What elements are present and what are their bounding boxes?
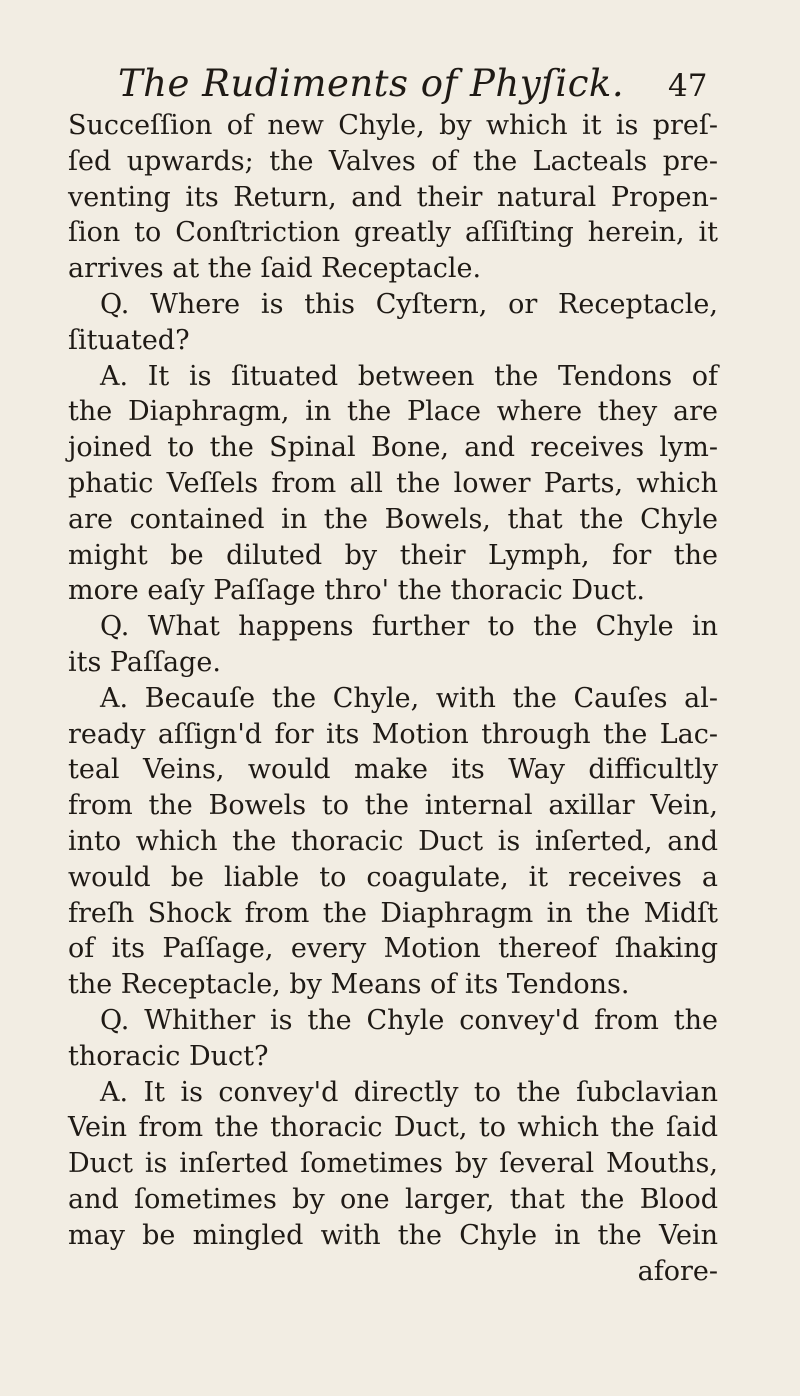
- text-line: the Receptacle, by Means of its Tendons.: [68, 969, 630, 1001]
- text-line: A. It is ſituated between the Tendons of: [100, 360, 718, 392]
- text-line: A. It is convey'd directly to the ſubclavian: [100, 1076, 718, 1108]
- text-line: of its Paſſage, every Motion thereof ſhaking: [68, 933, 718, 965]
- text-line: may be mingled with the Chyle in the Vein: [68, 1219, 718, 1251]
- text-line: ready aſſign'd for its Motion through the Lac-: [68, 718, 718, 750]
- text-line: Succeſſion of new Chyle, by which it is preſ-: [68, 110, 718, 141]
- text-line: venting its Return, and their natural Propen-: [68, 181, 718, 213]
- text-line: thoracic Duct?: [68, 1040, 269, 1072]
- body-text: [68, 108, 718, 1289]
- text-line: phatic Veſſels from all the lower Parts, which: [68, 467, 718, 499]
- running-title: The Rudiments of Phyſick.: [118, 62, 625, 105]
- text-line: Vein from the thoracic Duct, to which the ſaid: [68, 1112, 718, 1144]
- text-line: would be liable to coagulate, it receives a: [68, 861, 718, 893]
- text-line: afore-: [637, 1255, 718, 1287]
- text-line: more eaſy Paſſage thro' the thoracic Duct.: [68, 575, 645, 607]
- page-number: 47: [668, 68, 708, 104]
- text-line: into which the thoracic Duct is inſerted, and: [68, 825, 718, 857]
- text-line: freſh Shock from the Diaphragm in the Midſt: [68, 897, 718, 929]
- text-line: and ſometimes by one larger, that the Blood: [68, 1183, 718, 1215]
- text-line: arrives at the ſaid Receptacle.: [68, 253, 482, 285]
- text-line: its Paſſage.: [68, 646, 221, 678]
- text-line: ſituated?: [68, 324, 190, 356]
- text-line: might be diluted by their Lymph, for the: [68, 539, 718, 571]
- text-line: the Diaphragm, in the Place where they are: [68, 396, 718, 428]
- text-line: Q. Where is this Cyſtern, or Receptacle,: [100, 288, 718, 320]
- text-line: ſed upwards; the Valves of the Lacteals pre-: [68, 145, 718, 177]
- text-line: from the Bowels to the internal axillar Vein,: [68, 790, 718, 822]
- text-line: teal Veins, would make its Way difficultly: [68, 754, 718, 786]
- text-line: are contained in the Bowels, that the Chyle: [68, 503, 718, 535]
- text-line: ſion to Conſtriction greatly aſſiſting herein, it: [68, 217, 718, 249]
- text-line: Q. Whither is the Chyle convey'd from the: [100, 1004, 718, 1036]
- page-header: [0, 62, 800, 112]
- text-line: joined to the Spinal Bone, and receives lym-: [68, 432, 718, 464]
- text-line: Duct is inſerted ſometimes by ſeveral Mouths,: [68, 1148, 718, 1180]
- text-line: A. Becauſe the Chyle, with the Cauſes al-: [100, 682, 718, 714]
- text-line: Q. What happens further to the Chyle in: [100, 611, 718, 643]
